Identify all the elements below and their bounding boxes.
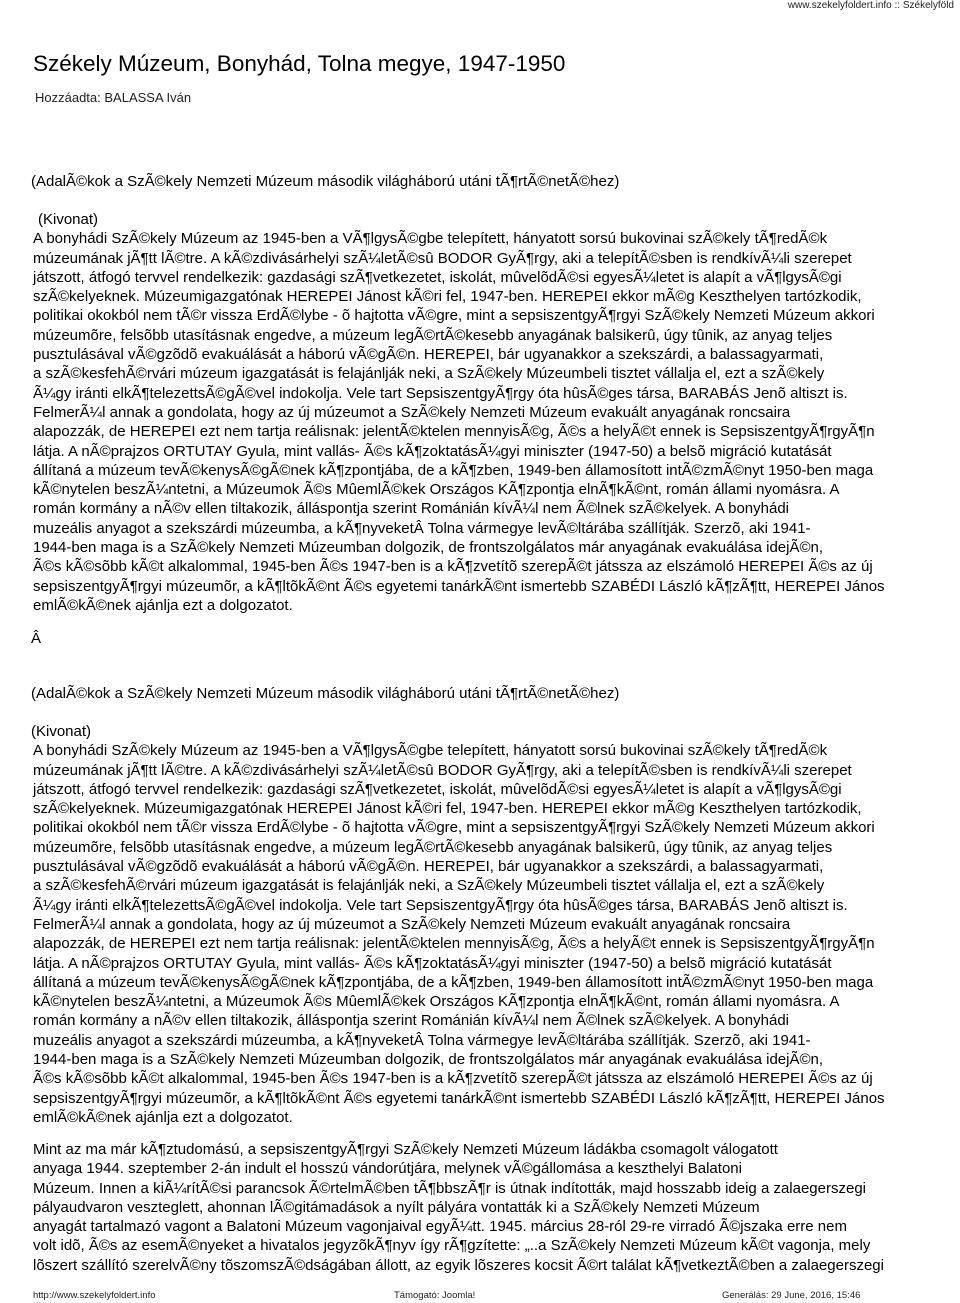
source-heading: (AdalÃ©kok a SzÃ©kely Nemzeti Múzeum második világháború utáni tÃ¶rtÃ©netÃ©hez)	[31, 685, 620, 702]
paragraph-line: FelmerÃ¼l annak a gondolata, hogy az új múzeumot a SzÃ©kely Nemzeti Múzeum evakuált anyagának roncsaira	[33, 403, 791, 421]
footer-generated: Generálás: 29 June, 2016, 15:46	[722, 1290, 861, 1301]
paragraph-line: Ã¼gy iránti elkÃ¶telezettsÃ©gÃ©vel indokolja. Vele tart SepsiszentgyÃ¶rgy óta hûsÃ©ges társa, BARABÁS Jenõ altiszt is.	[33, 896, 848, 914]
paragraph-line: volt idõ, Ã©s az esemÃ©nyeket a hivatalos jegyzõkÃ¶nyv így rÃ¶gzítette: „..a SzÃ©kely Nemzeti Múzeum kÃ©t vagonja, mely	[33, 1237, 871, 1255]
paragraph-line: FelmerÃ¼l annak a gondolata, hogy az új múzeumot a SzÃ©kely Nemzeti Múzeum evakuált anyagának roncsaira	[33, 915, 791, 933]
kivonat-label: (Kivonat)	[31, 723, 92, 740]
page-footer	[0, 1290, 960, 1303]
paragraph-line: a szÃ©kesfehÃ©rvári múzeum igazgatását is felajánlják neki, a SzÃ©kely Múzeumbeli tisztet vállalja el, ezt a szÃ©kely	[33, 365, 825, 383]
paragraph-line: látja. A nÃ©prajzos ORTUTAY Gyula, mint vallás- Ã©s kÃ¶zoktatásÃ¼gyi miniszter (1947-50) a belsõ migráció kutatását	[33, 442, 832, 460]
paragraph-line: Ã©s kÃ©sõbb kÃ©t alkalommal, 1945-ben Ã©s 1947-ben is a kÃ¶zvetítõ szerepÃ©t játssza az elszámoló HEREPEI Ã©s az új	[33, 1070, 873, 1088]
paragraph-line: pusztulásával vÃ©gzõdõ evakuálását a háború vÃ©gÃ©n. HEREPEI, bár ugyanakkor a szekszárdi, a balassagyarmati,	[33, 346, 824, 364]
paragraph-line: alapozzák, de HEREPEI ezt nem tartja reálisnak: jelentÃ©ktelen mennyisÃ©g, Ã©s a helyÃ©t ennek is SepsiszentgyÃ¶rgyÃ¶n	[33, 423, 875, 441]
paragraph-line: múzeumõre, felsõbb utasításnak engedve, a múzeum legÃ©rtÃ©kesebb anyagának balsikerû, úgy tûnik, az anyag teljes	[33, 326, 833, 344]
paragraph-line: játszott, átfogó tervvel rendelkezik: gazdasági szÃ¶vetkezetet, iskolát, mûvelõdÃ©si egyesÃ¼letet is alapít a vÃ¶lgysÃ©gi	[33, 780, 842, 798]
footer-sponsor: Támogató: Joomla!	[394, 1290, 476, 1301]
paragraph-line: Ã©s kÃ©sõbb kÃ©t alkalommal, 1945-ben Ã©s 1947-ben is a kÃ¶zvetítõ szerepÃ©t játssza az elszámoló HEREPEI Ã©s az új	[33, 558, 873, 576]
paragraph-line: szÃ©kelyeknek. Múzeumigazgatónak HEREPEI Jánost kÃ©ri fel, 1947-ben. HEREPEI ekkor mÃ©g Keszthelyen tartózkodik,	[33, 288, 862, 306]
paragraph-line: állítaná a múzeum tevÃ©kenysÃ©gÃ©nek kÃ¶zpontjába, de a kÃ¶zben, 1949-ben államosított intÃ©zmÃ©nyt 1950-ben maga	[33, 461, 874, 479]
paragraph-line: Ã¼gy iránti elkÃ¶telezettsÃ©gÃ©vel indokolja. Vele tart SepsiszentgyÃ¶rgy óta hûsÃ©ges társa, BARABÁS Jenõ altiszt is.	[33, 384, 848, 402]
paragraph-line: A bonyhádi SzÃ©kely Múzeum az 1945-ben a VÃ¶lgysÃ©gbe telepített, hányatott sorsú bukovinai szÃ©kely tÃ¶redÃ©k	[33, 230, 828, 248]
paragraph-line: román kormány a nÃ©v ellen tiltakozik, álláspontja szerint Románián kívÃ¼l nem Ã©lnek szÃ©kelyek. A bonyhádi	[33, 1012, 790, 1030]
separator	[0, 629, 960, 648]
site-crumb: www.szekelyfoldert.info :: Székelyföld	[787, 0, 954, 11]
paragraph-line: sepsiszentgyÃ¶rgyi múzeumõr, a kÃ¶ltõkÃ©nt Ã©s egyetemi tanárkÃ©nt ismertebb SZABÉDI László kÃ¶zÃ¶tt, HEREPEI János	[33, 1089, 885, 1107]
paragraph-line: lõszert szállító szerelvÃ©ny tõszomszÃ©dságában állott, az egyik lõszeres kocsit Ã©rt találat kÃ¶vetkeztÃ©ben a zalaegerszegi	[33, 1256, 884, 1274]
section-1	[0, 172, 960, 191]
paragraph-line: A bonyhádi SzÃ©kely Múzeum az 1945-ben a VÃ¶lgysÃ©gbe telepített, hányatott sorsú bukovinai szÃ©kely tÃ¶redÃ©k	[33, 742, 828, 760]
section-2-body	[0, 722, 960, 1127]
paragraph-line: látja. A nÃ©prajzos ORTUTAY Gyula, mint vallás- Ã©s kÃ¶zoktatásÃ¼gyi miniszter (1947-50) a belsõ migráció kutatását	[33, 954, 832, 972]
paragraph-line: állítaná a múzeum tevÃ©kenysÃ©gÃ©nek kÃ¶zpontjába, de a kÃ¶zben, 1949-ben államosított intÃ©zmÃ©nyt 1950-ben maga	[33, 973, 874, 991]
section-3-body	[0, 1140, 960, 1275]
footer-url-link[interactable]: http://www.szekelyfoldert.info	[33, 1290, 156, 1301]
paragraph-line: anyagát tartalmazó vagont a Balatoni Múzeum vagonjaival egyÃ¼tt. 1945. március 28-ról 29-re virradó Ã©jszaka erre nem	[33, 1218, 847, 1236]
separator-glyph: Â	[31, 630, 42, 647]
page-title: Székely Múzeum, Bonyhád, Tolna megye, 1947-1950	[33, 51, 566, 76]
paragraph-line: muzeális anyagot a szekszárdi múzeumba, a kÃ¶nyveketÂ Tolna vármegye levÃ©ltárába szállítják. Szerzõ, aki 1941-	[33, 1031, 811, 1049]
section-2	[0, 684, 960, 703]
paragraph-line: pusztulásával vÃ©gzõdõ evakuálását a háború vÃ©gÃ©n. HEREPEI, bár ugyanakkor a szekszárdi, a balassagyarmati,	[33, 858, 824, 876]
paragraph-line: 1944-ben maga is a SzÃ©kely Nemzeti Múzeumban dolgozik, de frontszolgálatos már anyagának evakuálása idejÃ©n,	[33, 1051, 824, 1069]
author-line: Hozzáadta: BALASSA Iván	[35, 90, 192, 105]
paragraph-line: emlÃ©kÃ©nek ajánlja ezt a dolgozatot.	[33, 1108, 293, 1126]
paragraph-line: múzeumõre, felsõbb utasításnak engedve, a múzeum legÃ©rtÃ©kesebb anyagának balsikerû, úgy tûnik, az anyag teljes	[33, 838, 833, 856]
paragraph-line: alapozzák, de HEREPEI ezt nem tartja reálisnak: jelentÃ©ktelen mennyisÃ©g, Ã©s a helyÃ©t ennek is SepsiszentgyÃ¶rgyÃ¶n	[33, 935, 875, 953]
kivonat-label: (Kivonat)	[38, 211, 99, 228]
paragraph-line: múzeumának jÃ¶tt lÃ©tre. A kÃ©zdivásárhelyi szÃ¼letÃ©sû BODOR GyÃ¶rgy, aki a telepítÃ©sben is rendkívÃ¼li szerepet	[33, 249, 852, 267]
paragraph-line: Mint az ma már kÃ¶ztudomású, a sepsiszentgyÃ¶rgyi SzÃ©kely Nemzeti Múzeum ládákba csomagolt válogatott	[33, 1141, 778, 1158]
paragraph-line: a szÃ©kesfehÃ©rvári múzeum igazgatását is felajánlják neki, a SzÃ©kely Múzeumbeli tisztet vállalja el, ezt a szÃ©kely	[33, 877, 825, 895]
source-heading: (AdalÃ©kok a SzÃ©kely Nemzeti Múzeum második világháború utáni tÃ¶rtÃ©netÃ©hez)	[31, 173, 620, 190]
paragraph-line: kÃ©nytelen beszÃ¼ntetni, a Múzeumok Ã©s MûemlÃ©kek Országos KÃ¶zpontja elnÃ¶kÃ©nt, román állami nyomásra. A	[33, 481, 840, 499]
paragraph-line: politikai okokból nem tÃ©r vissza ErdÃ©lybe - õ hajtotta vÃ©gre, mint a sepsiszentgyÃ¶rgyi SzÃ©kely Nemzeti Múzeum akkori	[33, 307, 875, 325]
paragraph-line: sepsiszentgyÃ¶rgyi múzeumõr, a kÃ¶ltõkÃ©nt Ã©s egyetemi tanárkÃ©nt ismertebb SZABÉDI László kÃ¶zÃ¶tt, HEREPEI János	[33, 577, 885, 595]
paragraph-line: politikai okokból nem tÃ©r vissza ErdÃ©lybe - õ hajtotta vÃ©gre, mint a sepsiszentgyÃ¶rgyi SzÃ©kely Nemzeti Múzeum akkori	[33, 819, 875, 837]
section-1-body	[0, 210, 960, 615]
paragraph-line: emlÃ©kÃ©nek ajánlja ezt a dolgozatot.	[33, 596, 293, 614]
paragraph-line: román kormány a nÃ©v ellen tiltakozik, álláspontja szerint Románián kívÃ¼l nem Ã©lnek szÃ©kelyek. A bonyhádi	[33, 500, 790, 518]
paragraph-line: múzeumának jÃ¶tt lÃ©tre. A kÃ©zdivásárhelyi szÃ¼letÃ©sû BODOR GyÃ¶rgy, aki a telepítÃ©sben is rendkívÃ¼li szerepet	[33, 761, 852, 779]
paragraph-line: pályaudvaron veszteglett, ahonnan lÃ©gitámadások a nyílt pályára vontatták ki a SzÃ©kely Nemzeti Múzeum	[33, 1198, 760, 1216]
paragraph-line: muzeális anyagot a szekszárdi múzeumba, a kÃ¶nyveketÂ Tolna vármegye levÃ©ltárába szállítják. Szerzõ, aki 1941-	[33, 519, 811, 537]
paragraph-line: anyaga 1944. szeptember 2-án indult el hosszú vándorútjára, melynek vÃ©gállomása a keszthelyi Balatoni	[33, 1160, 742, 1178]
paragraph-line: játszott, átfogó tervvel rendelkezik: gazdasági szÃ¶vetkezetet, iskolát, mûvelõdÃ©si egyesÃ¼letet is alapít a vÃ¶lgysÃ©gi	[33, 268, 842, 286]
paragraph-line: kÃ©nytelen beszÃ¼ntetni, a Múzeumok Ã©s MûemlÃ©kek Országos KÃ¶zpontja elnÃ¶kÃ©nt, román állami nyomásra. A	[33, 993, 840, 1011]
paragraph-line: 1944-ben maga is a SzÃ©kely Nemzeti Múzeumban dolgozik, de frontszolgálatos már anyagának evakuálása idejÃ©n,	[33, 539, 824, 557]
paragraph-line: szÃ©kelyeknek. Múzeumigazgatónak HEREPEI Jánost kÃ©ri fel, 1947-ben. HEREPEI ekkor mÃ©g Keszthelyen tartózkodik,	[33, 800, 862, 818]
paragraph-line: Múzeum. Innen a kiÃ¼rítÃ©si parancsok Ã©rtelmÃ©ben tÃ¶bbszÃ¶r is útnak indították, majd hosszabb ideig a zalaegerszegi	[33, 1179, 867, 1197]
